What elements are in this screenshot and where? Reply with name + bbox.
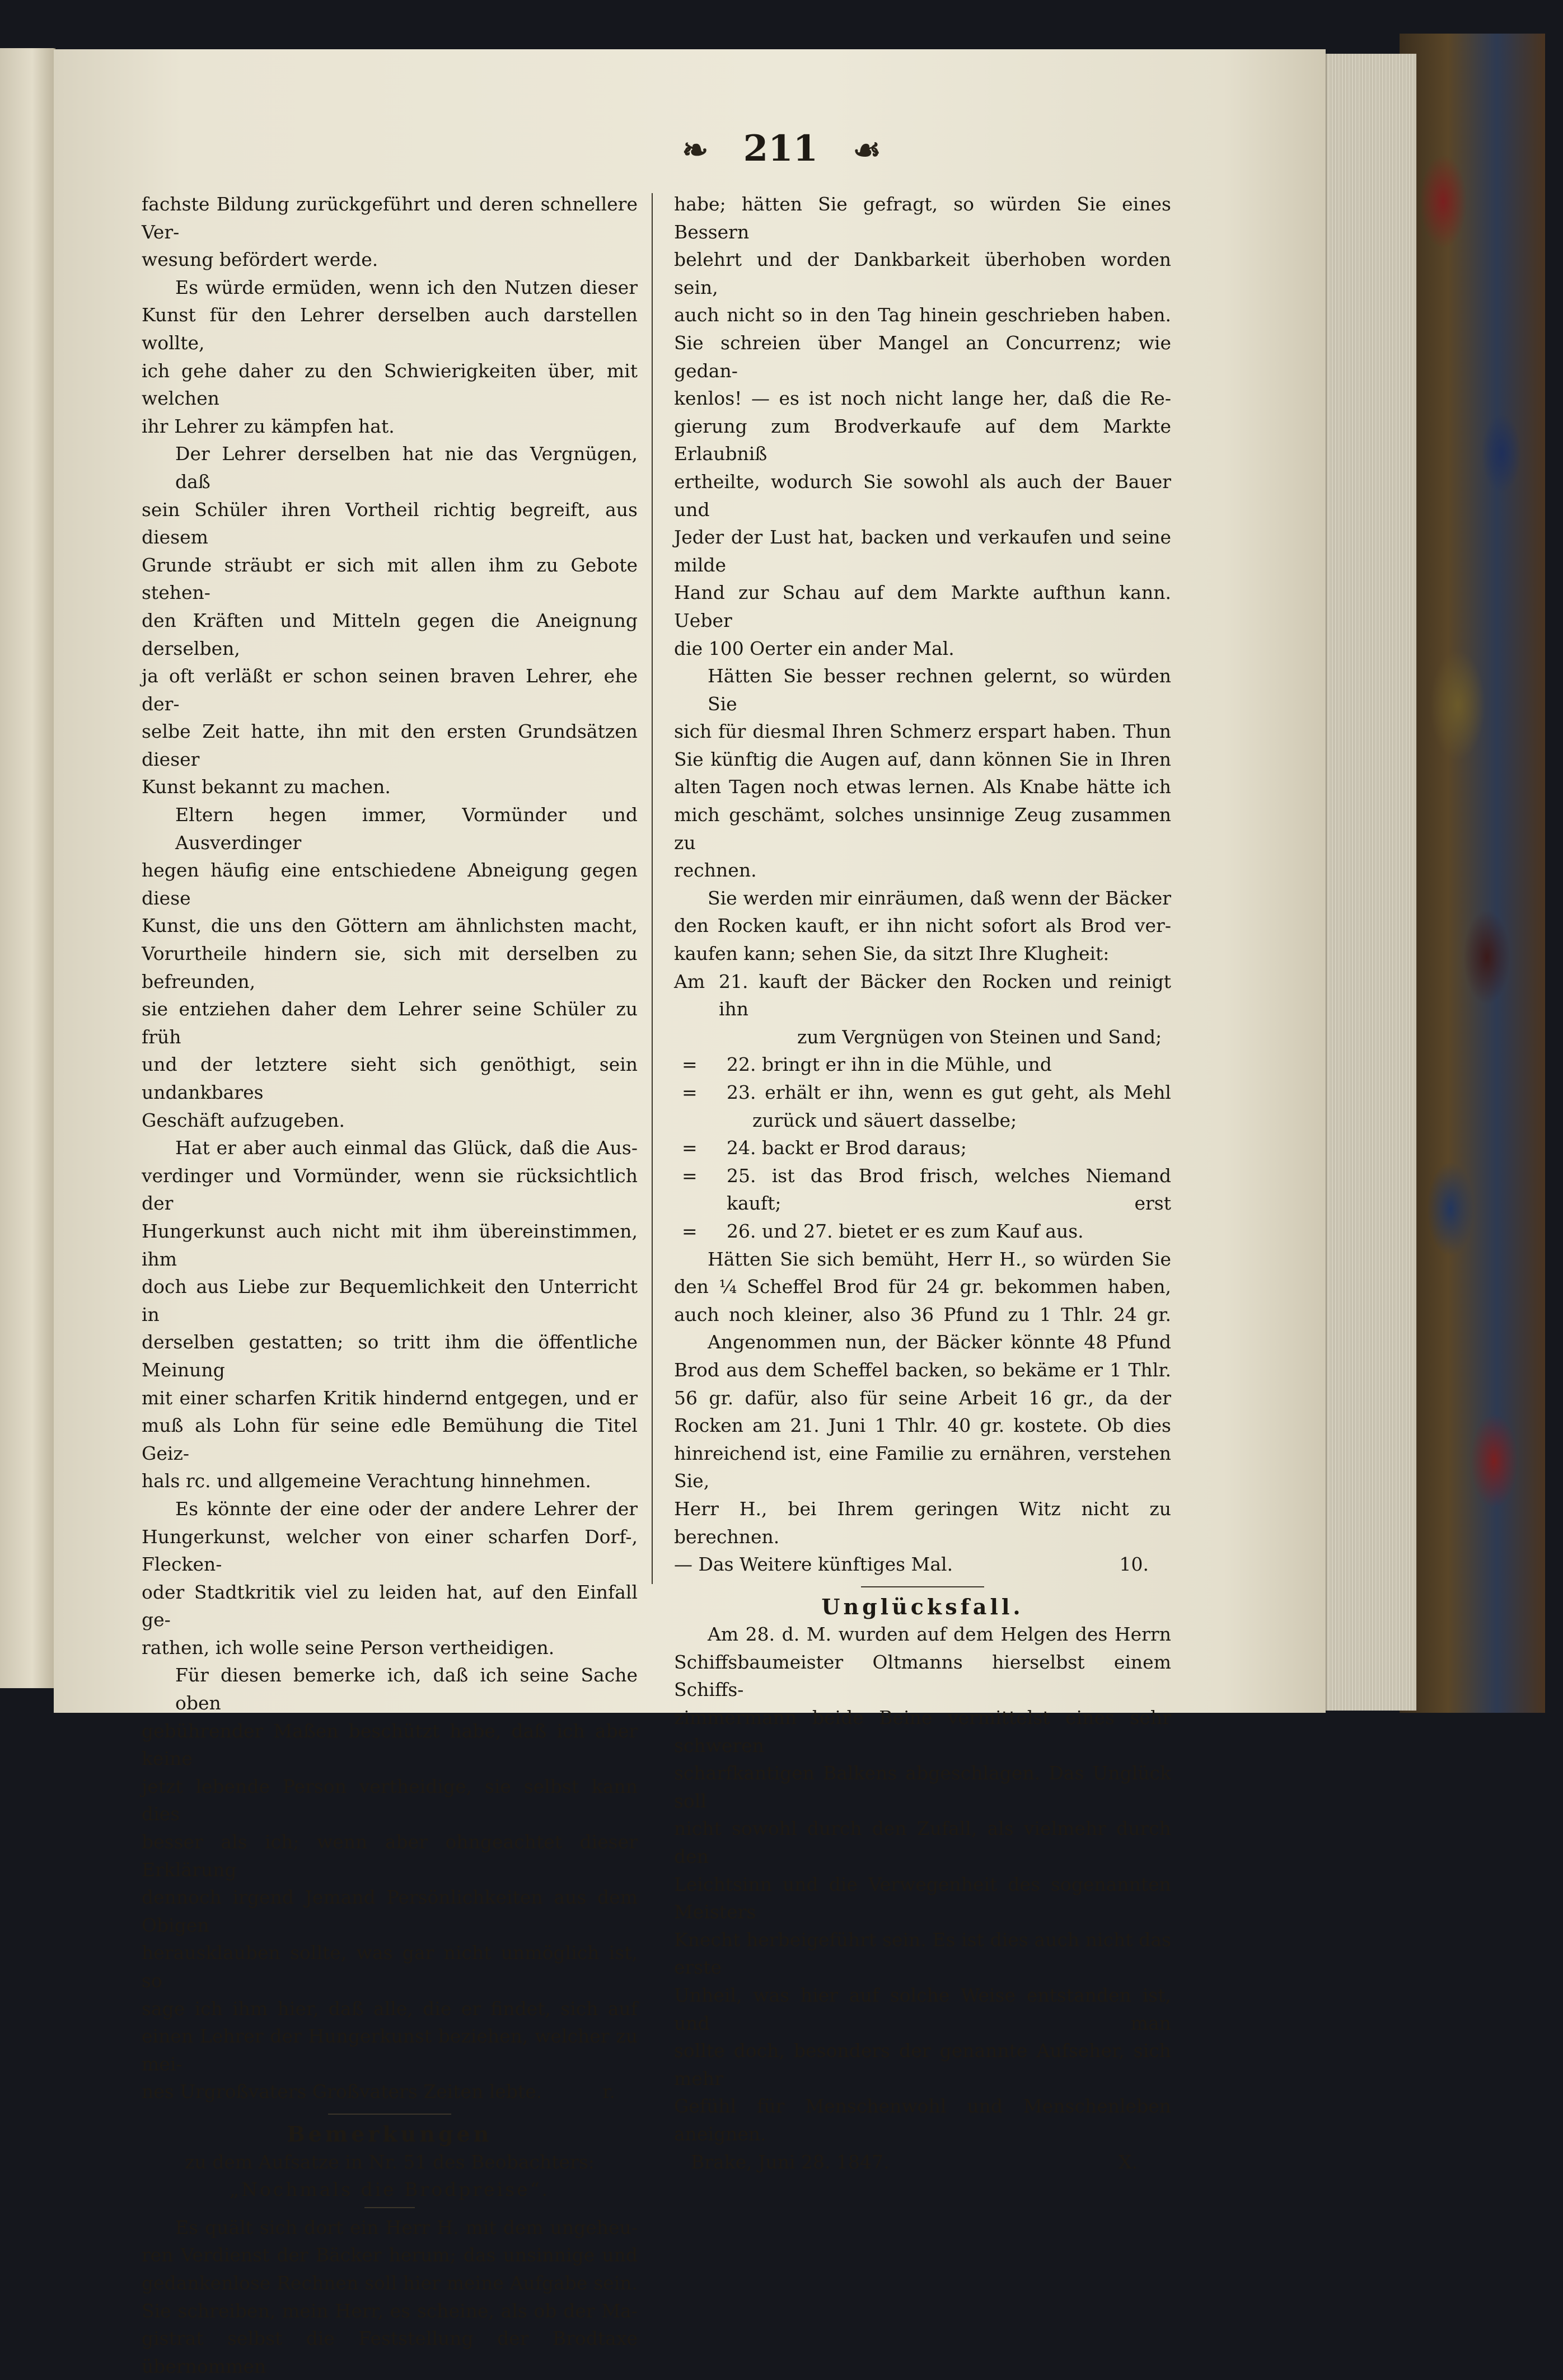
text-line: Grunde sträubt er sich mit allen ihm zu Gebote stehen- [142, 554, 638, 604]
text-line: gierung zum Brodverkaufe auf dem Markte Erlaubniß [674, 415, 1171, 465]
column-divider [652, 193, 653, 1584]
text-line: Vorurtheile hindern sie, sich mit derselben zu befreunden, [142, 943, 638, 992]
section-subtitle: „Nochmals die Brodpreise“. [229, 2178, 550, 2201]
text-line: oder Stadtkritik viel zu leiden hat, auf den Einfall ge- [142, 1581, 638, 1631]
text-line: besser als ich; wenn aber ohngeachtet dieser Erklärung [142, 1831, 638, 1881]
section-heading: Bemerkungen [287, 2121, 493, 2147]
text-line: hegen häufig eine entschiedene Abneigung gegen diese [142, 859, 638, 909]
text-line: Hungerkunst, welcher von einer scharfen Dorf-, Flecken- [142, 1525, 638, 1576]
text-line: Für diesen bemerke ich, daß ich seine Sache oben [175, 1664, 638, 1714]
text-line: selbe Zeit hatte, ihn mit den ersten Grundsätzen dieser [142, 720, 638, 770]
text-line: Der Lehrer derselben hat nie das Vergnügen, daß [175, 443, 638, 493]
text-line: verdinger und Vormünder, wenn sie rücksichtlich der [142, 1164, 638, 1215]
text-line: Schiffsbaumeister Oltmanns hierselbst einem Schiffs- [674, 1651, 1171, 1701]
text-line: sollte doch, besonders der genannte Aufseher, sich mehr [674, 2040, 1171, 2089]
left-column [142, 190, 638, 2380]
text-line: gistrat selbst die Feststellung der Brodtaxe übernommen [142, 2327, 638, 2377]
text-line: ja oft verläßt er schon seinen braven Lehrer, ehe der- [142, 665, 638, 715]
text-line: einen Lehrer der Hungerkunst beziehen, welcher zu mei- [142, 2025, 638, 2075]
text-line: auch noch kleiner, also 36 Pfund zu 1 Thlr. 24 gr. [674, 1303, 1171, 1325]
text-line: Hat er aber auch einmal das Glück, daß die Aus- [175, 1137, 638, 1159]
author-signature: r. [602, 2081, 615, 2103]
ornament-left-icon: ❧ [682, 132, 709, 168]
text-line: ich gehe daher zu den Schwierigkeiten über, mit welchen [142, 359, 638, 410]
text-line: Kunst für den Lehrer derselben auch darstellen wollte, [142, 304, 638, 354]
list-item: = 22. bringt er ihn in die Mühle, und [682, 1053, 1052, 1076]
text-line: sie entziehen daher dem Lehrer seine Schüler zu früh [142, 998, 638, 1048]
right-column [674, 190, 1171, 2176]
author-signature: 10. [1119, 1553, 1149, 1576]
list-item: Am 21. kauft der Bäcker den Rocken und reinigt ihn [674, 970, 1171, 1020]
place-date: Brake, Juni 28. 1847. [691, 2151, 890, 2173]
section-subtitle: zu dem Aufsatze in Nr. 51 des Beobachters: [185, 2151, 595, 2173]
text-line: Knecht herbeigeführt sein. Es ist dies auch nicht das erste [674, 1928, 1171, 1979]
section-rule [328, 2114, 451, 2115]
text-line: 56 gr. dafür, also für seine Arbeit 16 gr., da der [674, 1386, 1171, 1409]
author-signature: X. [1119, 2151, 1138, 2173]
text-line: fachste Bildung zurückgeführt und deren schnellere Ver- [142, 193, 638, 243]
text-line: Hätten Sie besser rechnen gelernt, so würden Sie [708, 665, 1171, 715]
text-line: Am 28. d. M. wurden auf dem Helgen des Herrn [708, 1623, 1171, 1646]
list-item: = 25. ist das Brod frisch, welches Niemand kauft; erst [682, 1164, 1171, 1215]
text-line: gedankenlose Rechnen soll hier meine Aufgabe sein. [142, 2271, 638, 2294]
text-line: die 100 Oerter ein ander Mal. [674, 637, 954, 659]
text-line: Es könnte der eine oder der andere Lehrer der [175, 1497, 638, 1520]
text-line: Rocken am 21. Juni 1 Thlr. 40 gr. kostete. Ob dies [674, 1414, 1171, 1437]
text-line: mit einer scharfen Kritik hindernd entgegen, und er [142, 1386, 638, 1409]
text-line: Eltern hegen immer, Vormünder und Ausverdinger [175, 804, 638, 854]
text-line: Sie künftig die Augen auf, dann können Sie in Ihren [674, 748, 1171, 770]
text-line: Hätten Sie sich bemüht, Herr H., so würden Sie [708, 1248, 1171, 1270]
text-line: wesung befördert werde. [142, 249, 378, 271]
list-item: = 24. backt er Brod daraus; [682, 1137, 967, 1159]
text-line: auch nicht so in den Tag hinein geschrieben haben. [674, 304, 1171, 326]
text-line: ertheilte, wodurch Sie sowohl als auch der Bauer und [674, 470, 1171, 521]
text-line: ren Verdienst der Bäcker herum; das unsinnige und [142, 2244, 638, 2266]
text-line: Jeder der Lust hat, backen und verkaufen und seine milde [674, 526, 1171, 576]
text-line: derselben gestatten; so tritt ihm die öffentliche Meinung [142, 1331, 638, 1381]
text-line: jetzt lebende Person vertheidige, sie selbst kann dies [142, 1775, 638, 1825]
text-line: herausklauben sollte, was gar nicht unmöglich ist, so [142, 1942, 638, 1992]
left-page-edge [0, 48, 55, 1688]
text-line: rathen, ich wolle seine Person vertheidigen. [142, 1636, 555, 1658]
text-line: Sie schreien über Mangel an Concurrenz; wie gedan- [674, 331, 1171, 382]
text-line: dennoch irgend Jemand Persönlichkeiten aus dem Obigen [142, 1886, 638, 1936]
text-line: zimmermann beide Beine vermittelst eines sehr schweren [674, 1707, 1171, 1756]
text-line: sich für diesmal Ihren Schmerz erspart haben. Thun [674, 720, 1171, 743]
text-line: den ¼ Scheffel Brod für 24 gr. bekommen haben, [674, 1276, 1171, 1298]
text-line: hals rc. und allgemeine Verachtung hinnehmen. [142, 1470, 591, 1492]
text-line: belehrt und der Dankbarkeit überhoben worden sein, [674, 249, 1171, 298]
text-line: den Rocken kauft, er ihn nicht sofort als Brod ver- [674, 915, 1171, 937]
page-header [0, 128, 1563, 170]
text-line: kaufen kann; sehen Sie, da sitzt Ihre Klugheit: [674, 943, 1110, 965]
text-line: Kunst, die uns den Göttern am ähnlichsten macht, [142, 915, 638, 937]
text-line: Geschäft aufzugeben. [142, 1109, 345, 1131]
text-line: Gefühl für Menschenwohl und Menschenleben aneignen. [674, 2095, 1171, 2145]
marbled-book-edge [1400, 34, 1545, 1713]
text-line: und der letztere sieht sich genöthigt, sein undankbares [142, 1053, 638, 1103]
list-item: = 23. erhält er ihn, wenn es gut geht, als Mehl [682, 1081, 1171, 1103]
dateline [674, 2148, 1171, 2176]
text-line: muß als Lohn für seine edle Bemühung die Titel Geiz- [142, 1414, 638, 1464]
text-line: den Kräften und Mitteln gegen die Aneignung derselben, [142, 609, 638, 659]
signature-line [142, 2078, 638, 2106]
text-line: hinreichend ist, eine Familie zu ernähren, verstehen Sie, [674, 1442, 1171, 1492]
list-item: = 26. und 27. bietet er es zum Kauf aus. [682, 1220, 1084, 1242]
text-line: nes Urgroßvaters Großvaters Zeiten lebte. [142, 2081, 542, 2103]
ornament-right-icon: ☙ [853, 132, 881, 168]
list-item: zum Vergnügen von Steinen und Sand; [797, 1025, 1162, 1048]
text-line: Brod aus dem Scheffel backen, so bekäme er 1 Thlr. [674, 1358, 1171, 1381]
text-line: rechnen. [674, 859, 757, 882]
text-line: Leichtsinn und die Verwegenheit des sogenannten Meisters [674, 1873, 1171, 1923]
section-rule [861, 1586, 984, 1587]
text-line: sage ich ihm hier, daß alle, die er findet, sich auf [142, 1997, 638, 2020]
text-line: Herr H., bei Ihrem geringen Witz nicht zu berechnen. [674, 1497, 1171, 1548]
text-line: mich geschämt, solches unsinnige Zeug zusammen zu [674, 804, 1171, 854]
text-line: Es quält sich dort ein Herr H. mit dem ungeheu- [175, 2216, 638, 2238]
text-line: scharfkantigen Balkens abgeschlagen. Das Unglück soll [674, 1762, 1171, 1812]
section-heading: Unglücksfall. [821, 1594, 1024, 1619]
text-line: Angenommen nun, der Bäcker könnte 48 Pfund [708, 1331, 1171, 1353]
text-line: Kunst bekannt zu machen. [142, 776, 391, 798]
section-rule [364, 2207, 415, 2208]
text-line: Es würde ermüden, wenn ich den Nutzen dieser [175, 276, 638, 298]
list-item: zurück und säuert dasselbe; [752, 1109, 1017, 1131]
text-line: Sie schreiben, mein Herr, es scheine, als ob der Ma- [142, 2299, 638, 2322]
text-line: Sie werden mir einräumen, daß wenn der Bäcker [708, 887, 1171, 909]
text-line: ihr Lehrer zu kämpfen hat. [142, 415, 395, 437]
closing-line: — Das Weitere künftiges Mal. 10. [674, 1550, 1171, 1578]
text-line: Hungerkunst auch nicht mit ihm übereinstimmen, ihm [142, 1220, 638, 1270]
text-line: habe; hätten Sie gefragt, so würden Sie eines Bessern [674, 193, 1171, 243]
text-line: sein Schüler ihren Vortheil richtig begreift, aus diesem [142, 498, 638, 549]
text-line: Hand zur Schau auf dem Markte aufthun kann. Ueber [674, 582, 1171, 631]
text-line: Unheil, was hier auf solche Weise entstanden ist, und man [674, 1984, 1171, 2034]
text-line: nicht sowohl durch den Zufall, als vielmehr durch den [674, 1817, 1171, 1868]
page-stack-edge [1326, 54, 1416, 1711]
page-number: 211 [743, 128, 818, 170]
text-line: doch aus Liebe zur Bequemlichkeit den Unterricht in [142, 1276, 638, 1325]
text-line: kenlos! — es ist noch nicht lange her, daß die Re- [674, 387, 1171, 410]
text-line: gebührender Maßen beschützt habe, daß ich aber keine [142, 1720, 638, 1770]
text-line: alten Tagen noch etwas lernen. Als Knabe hätte ich [674, 776, 1171, 798]
